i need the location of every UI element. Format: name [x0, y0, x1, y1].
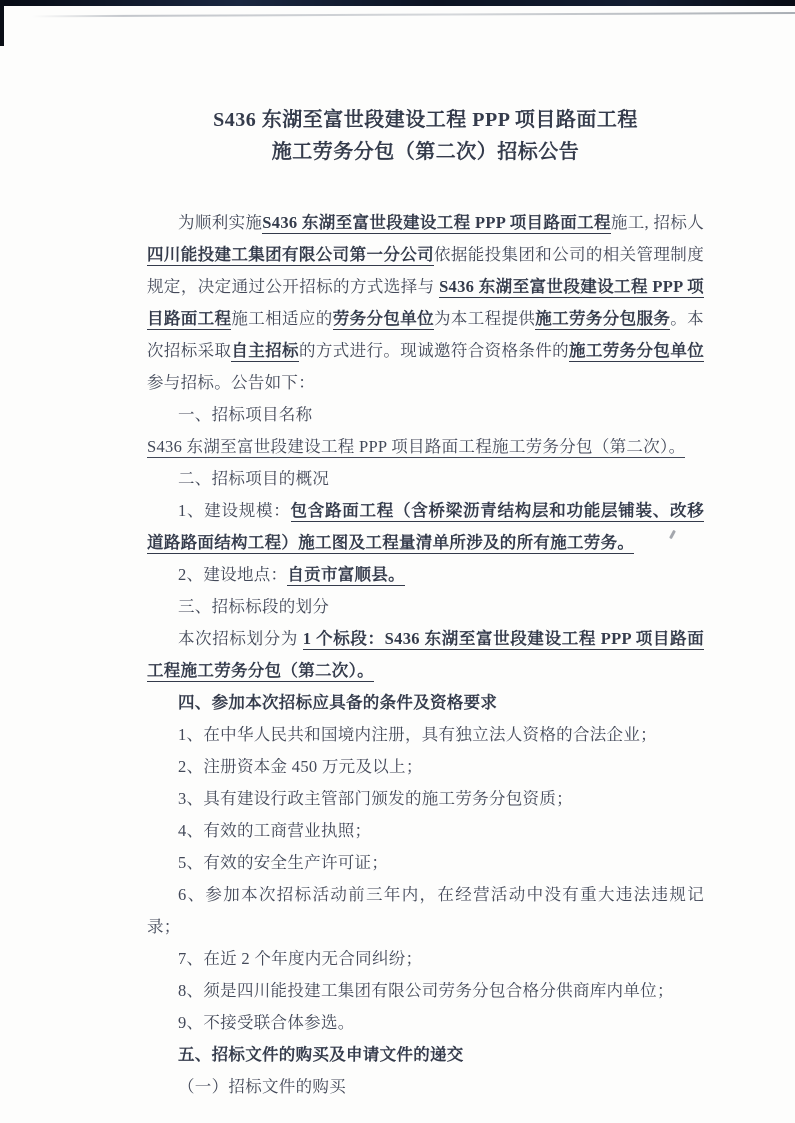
requirement-5 [147, 847, 704, 879]
text-segment: S436 东湖至富世段建设工程 PPP 项目路面工程 [147, 277, 704, 328]
text-segment: 包含路面工程（含桥梁沥青结构层和功能层铺装、改移道路路面结构工程）施工图及工程量清单所涉及的所有施工劳务。 [147, 501, 705, 552]
section-1-heading [147, 399, 704, 431]
text-segment: 自主招标 [231, 341, 299, 360]
text-segment: 参与招标。公告如下： [147, 373, 315, 392]
section-1-project-name [147, 431, 704, 463]
section-4-heading [147, 687, 704, 719]
text-segment: 本次招标划分为 [178, 629, 303, 648]
text-segment: 依据能投集团和公司的相关管理制度规定，决定通过公开招标的方式选择与 [147, 245, 704, 296]
intro-paragraph [147, 207, 704, 399]
document-body [147, 207, 704, 1103]
text-segment: 2、建设地点： [178, 565, 288, 584]
requirement-6 [147, 879, 704, 943]
text-segment: 劳务分包单位 [332, 309, 434, 328]
text-segment: 三、招标标段的划分 [178, 597, 330, 616]
requirement-3 [147, 783, 704, 815]
requirement-7 [147, 943, 704, 975]
text-segment: S436 东湖至富世段建设工程 PPP 项目路面工程施工劳务分包（第二次）。 [147, 437, 686, 456]
section-3-lots [147, 623, 704, 687]
section-3-heading [147, 591, 704, 623]
text-segment: 施工劳务分包服务 [535, 309, 671, 328]
text-segment: 1 个标段：S436 东湖至富世段建设工程 PPP 项目路面工程施工劳务分包（第二次）。 [147, 629, 704, 680]
text-segment: 为顺利实施 [178, 213, 263, 232]
requirement-9 [147, 1007, 704, 1039]
text-segment: 7、在近 2 个年度内无合同纠纷； [178, 949, 423, 968]
requirement-8 [147, 975, 704, 1007]
text-segment: 五、招标文件的购买及申请文件的递交 [178, 1045, 464, 1064]
document-title [147, 104, 704, 168]
text-segment: 2、注册资本金 450 万元及以上； [178, 757, 423, 776]
scan-edge-left-strip [0, 0, 4, 46]
text-segment: 3、具有建设行政主管部门颁发的施工劳务分包资质； [178, 789, 573, 808]
title-line-2: 施工劳务分包（第二次）招标公告 [271, 141, 580, 163]
text-segment: 8、须是四川能投建工集团有限公司劳务分包合格分供商库内单位； [178, 981, 674, 1000]
section-2-heading [147, 463, 704, 495]
text-segment: 自贡市富顺县。 [287, 565, 405, 584]
text-segment: 四川能投建工集团有限公司第一分公司 [147, 245, 434, 264]
section-2-item-scale [147, 495, 704, 559]
text-segment: 一、招标项目名称 [178, 405, 313, 424]
section-5-heading [147, 1039, 704, 1071]
text-segment: 9、不接受联合体参选。 [178, 1013, 355, 1032]
text-segment: S436 东湖至富世段建设工程 PPP 项目路面工程 [262, 213, 611, 232]
scan-artifact-line [32, 12, 795, 17]
section-2-item-location [147, 559, 704, 591]
title-line-1: S436 东湖至富世段建设工程 PPP 项目路面工程 [213, 109, 638, 131]
scan-edge-top-bar [0, 0, 795, 6]
text-segment: 的方式进行。现诚邀符合资格条件的 [298, 341, 570, 360]
text-segment: 施工相适应的 [231, 309, 333, 328]
text-segment: 。本次招标采取 [147, 309, 704, 360]
text-segment: 5、有效的安全生产许可证； [178, 853, 389, 872]
text-segment: 二、招标项目的概况 [178, 469, 330, 488]
text-segment: 1、建设规模： [178, 501, 291, 520]
requirement-1 [147, 719, 704, 751]
text-segment: 6、参加本次招标活动前三年内，在经营活动中没有重大违法违规记录； [147, 885, 704, 936]
text-segment: 施工, 招标人 [610, 213, 704, 232]
document-content [147, 104, 704, 1103]
text-segment: （一）招标文件的购买 [178, 1077, 346, 1096]
text-segment: 施工劳务分包单位 [569, 341, 704, 360]
requirement-2 [147, 751, 704, 783]
requirement-4 [147, 815, 704, 847]
text-segment: 为本工程提供 [433, 309, 536, 328]
text-segment: 1、在中华人民共和国境内注册，具有独立法人资格的合法企业； [178, 725, 657, 744]
subsection-5-1-heading [147, 1071, 704, 1103]
text-segment: 四、参加本次招标应具备的条件及资格要求 [178, 693, 498, 712]
text-segment: 4、有效的工商营业执照； [178, 821, 372, 840]
